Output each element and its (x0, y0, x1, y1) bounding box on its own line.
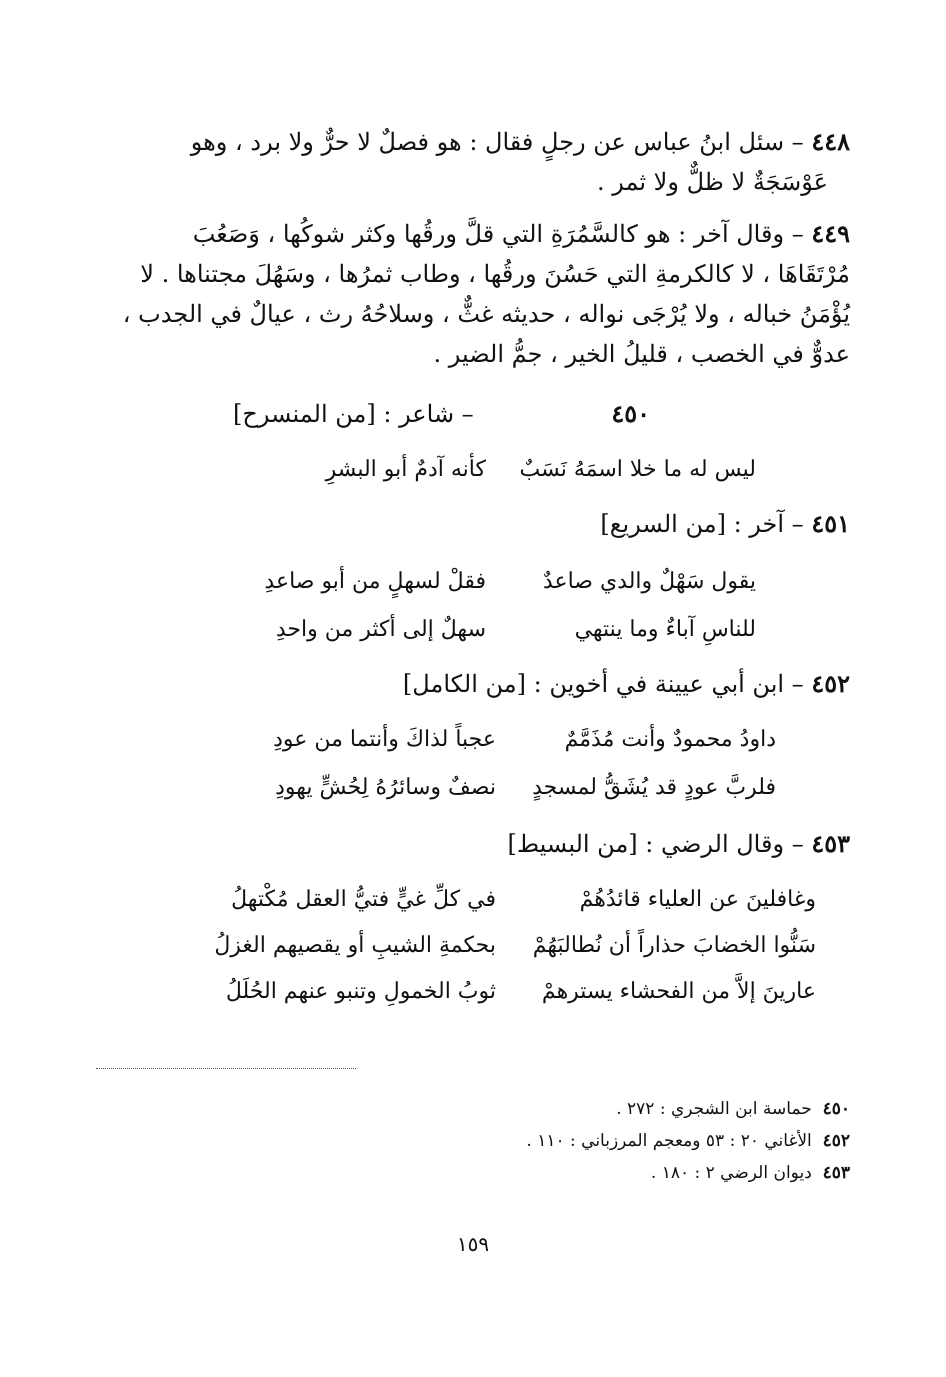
footnote (90, 1126, 850, 1156)
poem-heading-text: – شاعر : [من المنسرح] (233, 400, 474, 428)
verse-second-hemistich: كأنه آدمٌ أبو البشرِ (325, 457, 486, 482)
poem-number: ٤٥٢ (811, 669, 850, 698)
entry-448 (90, 122, 850, 202)
footnote-number: ٤٥٠ (822, 1099, 850, 1119)
verse-first-hemistich: ليس له ما خلا اسمَهُ نَسَبٌ (519, 457, 756, 482)
poem-heading-text: – ابن أبي عيينة في أخوين : [من الكامل] (402, 670, 804, 698)
poem-number: ٤٥٠ (611, 399, 650, 428)
footnote-text: حماسة ابن الشجري : ٢٧٢ . (616, 1099, 812, 1119)
poem-heading-452 (90, 666, 850, 702)
poem-heading-text: – وقال الرضي : [من البسيط] (507, 830, 804, 858)
verse-first-hemistich: وغافلينَ عن العلياء قائدُهُمْ (579, 887, 816, 912)
entry-449 (90, 214, 850, 374)
verse-first-hemistich: للناسِ آباءٌ وما ينتهي (574, 617, 756, 642)
verse-first-hemistich: عارينَ إلاَّ من الفحشاء يسترهمْ (541, 979, 816, 1004)
entry-line: عدوٌّ في الخصب ، قليلُ الخير ، جمُّ الضير . (433, 340, 850, 368)
footnote (90, 1158, 850, 1188)
verse-first-hemistich: داودُ محمودٌ وأنت مُذَمَّمٌ (564, 727, 776, 752)
poem-heading-text: – آخر : [من السريع] (600, 510, 804, 538)
footnote-text: الأغاني ٢٠ : ٥٣ ومعجم المرزباني : ١١٠ . (526, 1131, 812, 1151)
entry-line: عَوْسَجَةٌ لا ظلٌّ ولا ثمر . (597, 168, 828, 196)
poem-number: ٤٥٣ (811, 829, 850, 858)
poem-heading-451 (90, 506, 850, 542)
poem-heading-450 (90, 396, 850, 432)
footnote-number: ٤٥٢ (822, 1131, 850, 1151)
verse-second-hemistich: بحكمةِ الشيبِ أو يقصيهم الغزلُ (214, 933, 496, 958)
footnote (90, 1094, 850, 1124)
entry-number: ٤٤٨ (811, 127, 850, 156)
verse-second-hemistich: في كلِّ غيٍّ فتيُّ العقل مُكْتهلُ (231, 887, 496, 912)
page-number: ١٥٩ (456, 1232, 490, 1256)
verse-second-hemistich: فقلْ لسهلٍ من أبو صاعدِ (264, 569, 486, 594)
verse-second-hemistich: سهلٌ إلى أكثر من واحدِ (275, 617, 486, 642)
verse-second-hemistich: نصفٌ وسائرُهُ لِحُشٍّ يهودِ (275, 775, 496, 800)
entry-line (90, 214, 850, 254)
footnote-separator (96, 1068, 356, 1069)
entry-line: مُرْتَقَاهَا ، لا كالكرمةِ التي حَسُنَ ورقُها ، وطاب ثمرُها ، وسَهُلَ مجتناها . لا (140, 260, 850, 288)
entry-text: – سئل ابنُ عباس عن رجلٍ فقال : هو فصلٌ لا حرٌّ ولا برد ، وهو (190, 128, 804, 156)
entry-line (90, 122, 850, 162)
verse-second-hemistich: عجباً لذاكَ وأنتما من عودِ (273, 727, 496, 752)
verse-first-hemistich: سَنُّوا الخضابَ حذاراً أن نُطالبَهُمْ (532, 933, 816, 958)
verse-first-hemistich: يقول سَهْلٌ والدي صاعدٌ (542, 569, 756, 594)
verse-second-hemistich: ثوبُ الخمولِ وتنبو عنهم الحُلَلُ (225, 979, 496, 1004)
poem-number: ٤٥١ (811, 509, 850, 538)
entry-text: – وقال آخر : هو كالسَّمُرَةِ التي قلَّ ورقُها وكثر شوكُها ، وَصَعُبَ (192, 220, 804, 248)
entry-line: يُؤْمَنُ خباله ، ولا يُرْجَى نواله ، حديثه غثٌّ ، وسلاحُهُ رث ، عيالٌ في الجدب ، (122, 300, 850, 328)
entry-number: ٤٤٩ (811, 219, 850, 248)
verse-first-hemistich: فلربَّ عودٍ قد يُشَقُّ لمسجدٍ (532, 775, 776, 800)
footnote-number: ٤٥٣ (822, 1163, 850, 1183)
footnote-text: ديوان الرضي ٢ : ١٨٠ . (650, 1163, 812, 1183)
poem-heading-453 (90, 826, 850, 862)
